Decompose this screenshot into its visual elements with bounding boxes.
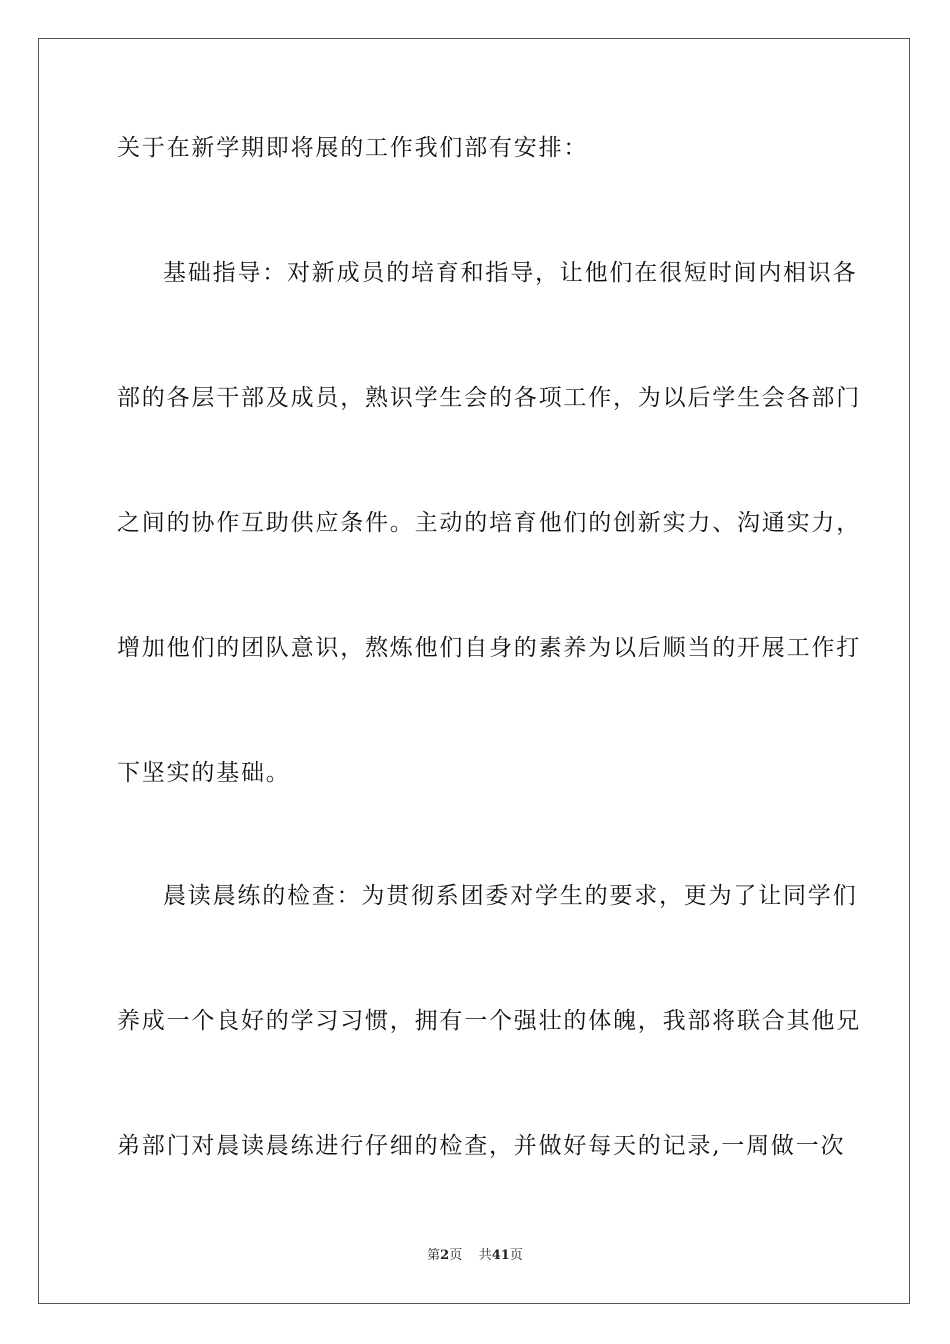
page-prefix: 第 [427, 1248, 441, 1263]
page-number: 2 [440, 1248, 450, 1263]
page-suffix: 页 [449, 1248, 463, 1263]
text-line-2: 基础指导：对新成员的培育和指导，让他们在很短时间内相识各 [163, 260, 858, 286]
text-line-6: 下坚实的基础。 [117, 760, 291, 786]
total-pages: 41 [491, 1248, 510, 1263]
text-line-8: 养成一个良好的学习习惯，拥有一个强壮的体魄，我部将联合其他兄 [117, 1008, 861, 1034]
text-line-1: 关于在新学期即将展的工作我们部有安排： [117, 135, 589, 161]
total-suffix: 页 [509, 1248, 523, 1263]
text-line-3: 部的各层干部及成员，熟识学生会的各项工作，为以后学生会各部门 [117, 385, 861, 411]
total-prefix: 共 [478, 1248, 492, 1263]
text-line-7: 晨读晨练的检查：为贯彻系团委对学生的要求，更为了让同学们 [163, 883, 858, 909]
text-line-4: 之间的协作互助供应条件。主动的培育他们的创新实力、沟通实力， [117, 510, 861, 536]
text-line-5: 增加他们的团队意识，熬炼他们自身的素养为以后顺当的开展工作打 [117, 635, 861, 661]
page-footer [0, 1247, 950, 1265]
text-line-9: 弟部门对晨读晨练进行仔细的检查，并做好每天的记录,一周做一次 [117, 1133, 846, 1159]
page-border [38, 38, 910, 1304]
